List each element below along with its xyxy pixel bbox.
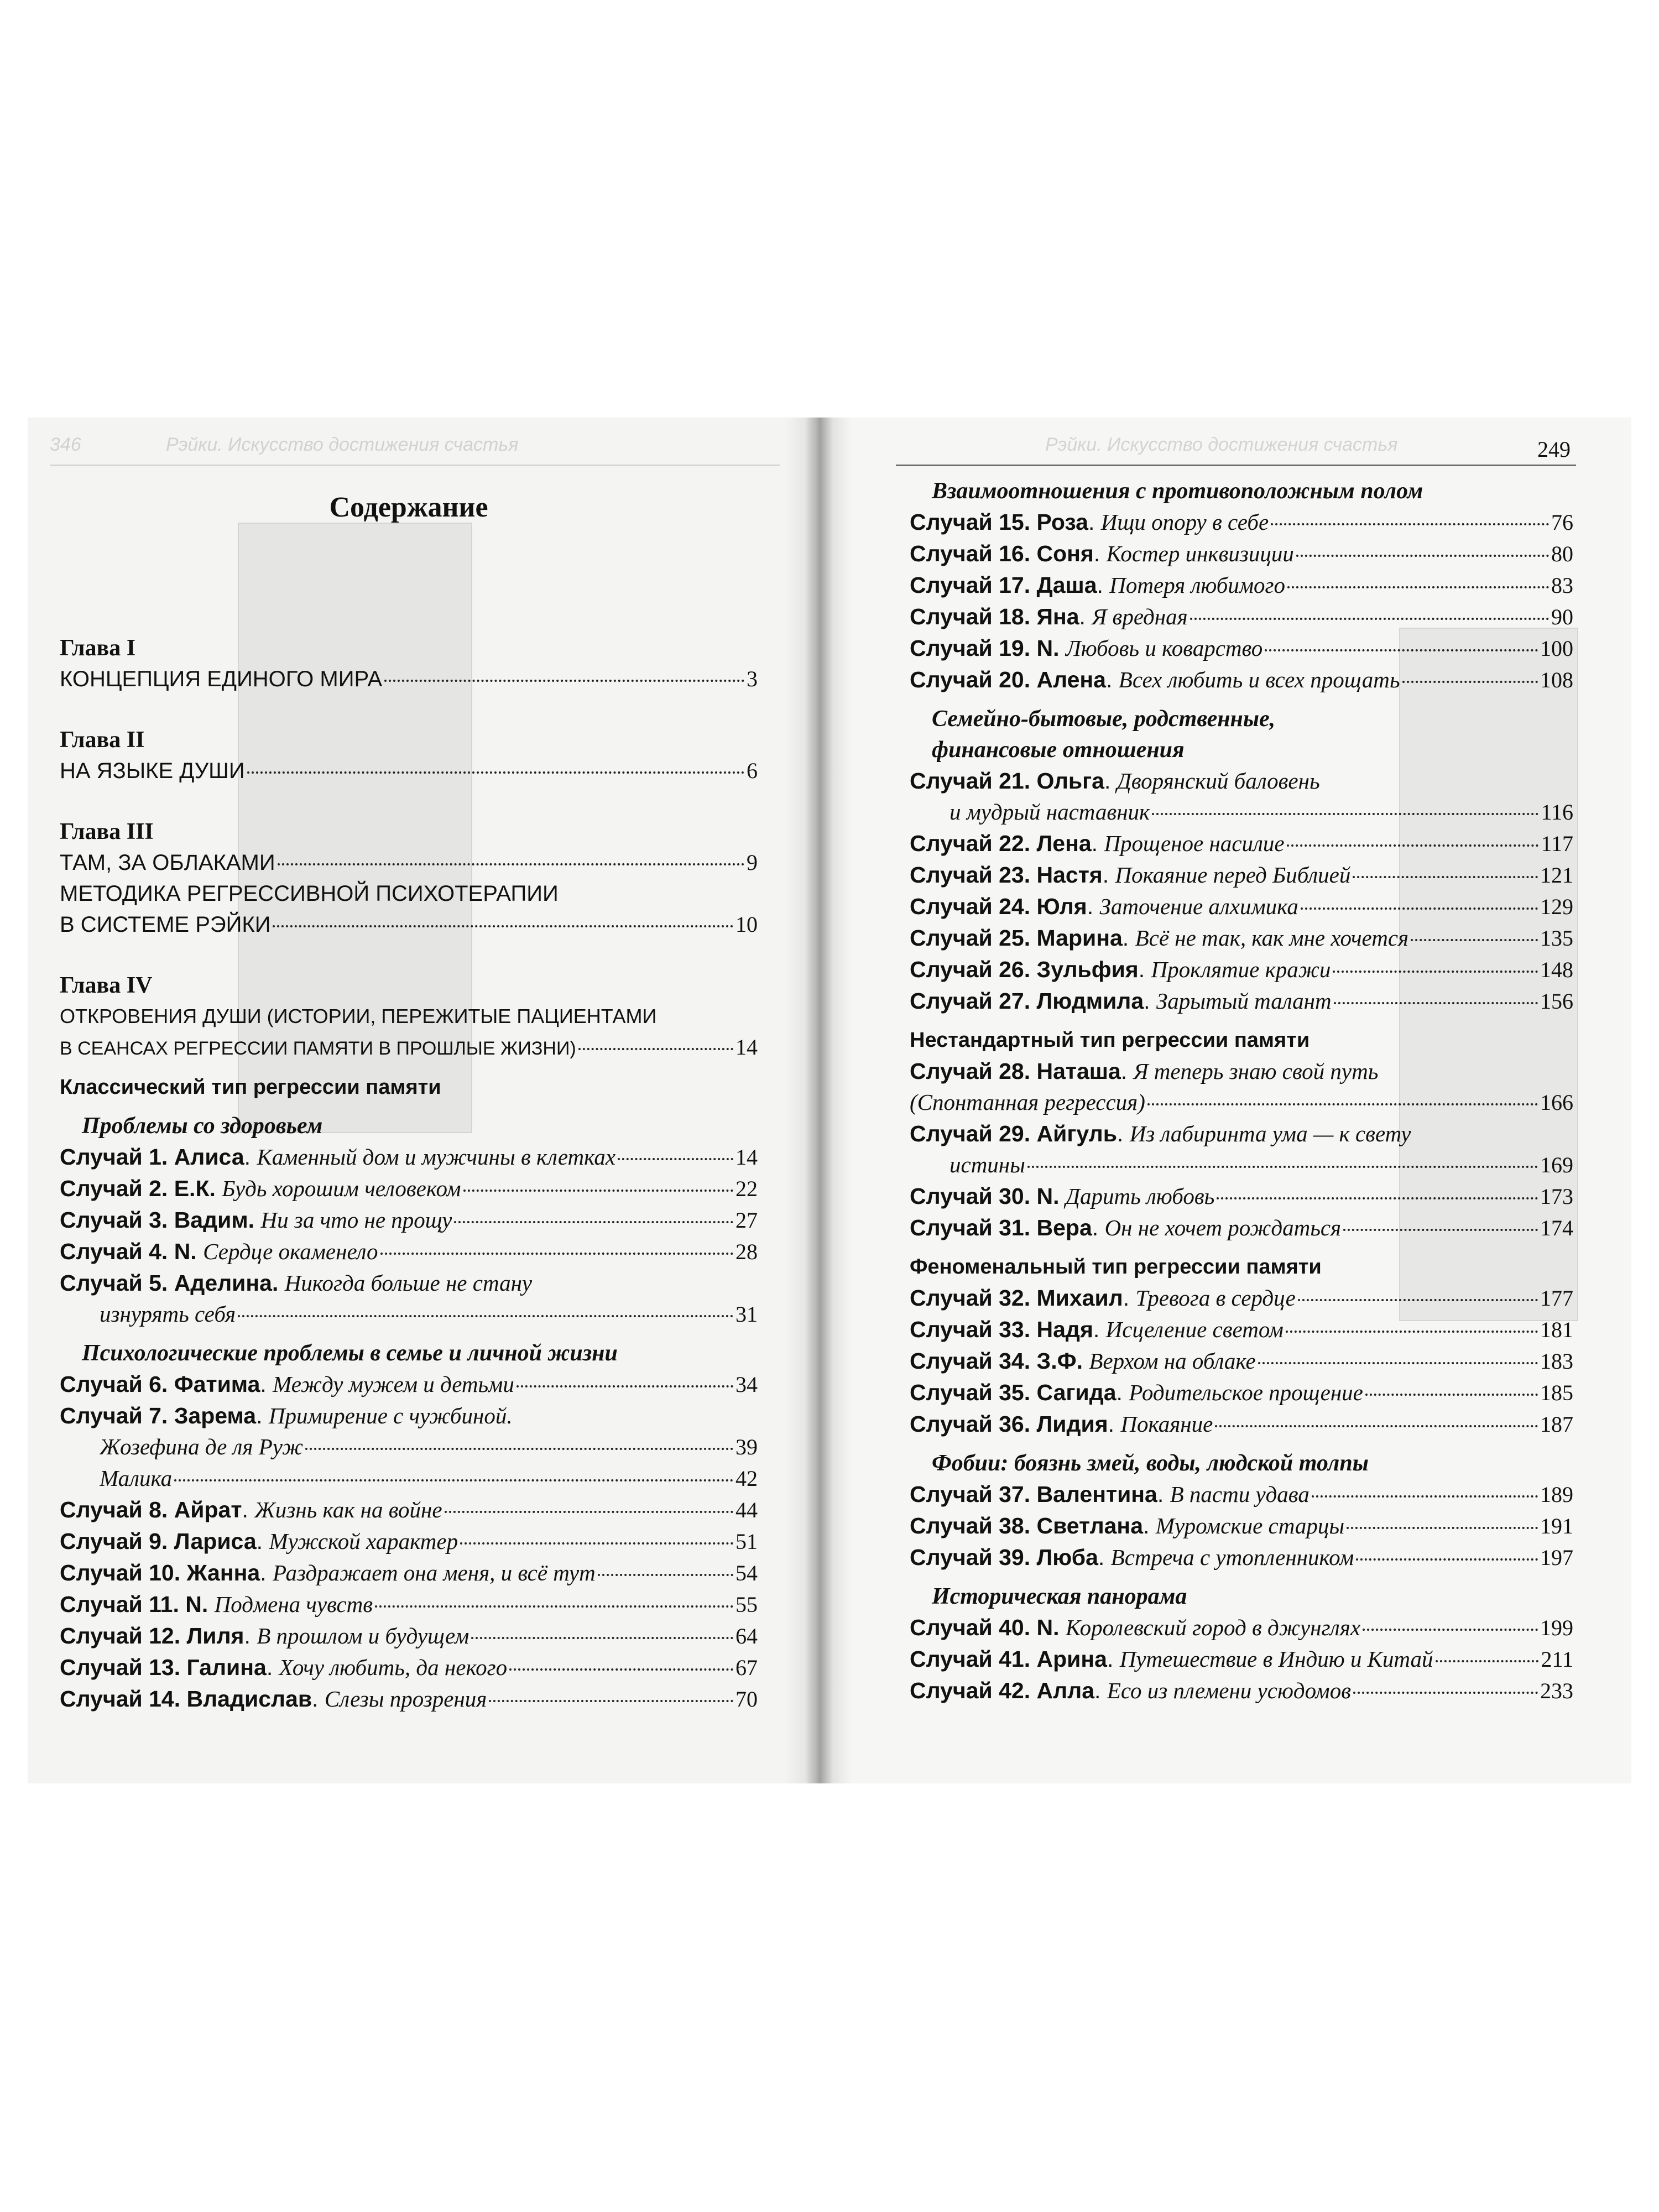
case-title: Встреча с утопленником: [1110, 1545, 1354, 1570]
leader-dots: [1347, 1527, 1538, 1529]
chapter-heading: Глава II: [60, 727, 145, 753]
page-ref: 83: [1551, 573, 1573, 598]
page-ref: 51: [735, 1529, 758, 1554]
page-ref: 90: [1551, 604, 1573, 629]
subsection-heading: Проблемы со здоровьем: [82, 1113, 323, 1139]
page-ref: 55: [735, 1592, 758, 1617]
case-sub-entry[interactable]: [60, 1431, 758, 1463]
leader-dots: [1287, 586, 1549, 588]
leader-dots: [471, 1637, 733, 1639]
case-name: Случай 8. Айрат: [60, 1497, 242, 1522]
case-title: Раздражает она меня, и всё тут: [273, 1560, 596, 1585]
toc-entry[interactable]: [60, 755, 758, 786]
case-title: Всё не так, как мне хочется: [1135, 925, 1409, 951]
case-name: Случай 29. Айгуль: [910, 1121, 1117, 1146]
case-title: Мужской характер: [269, 1528, 458, 1554]
case-name: Случай 23. Настя: [910, 862, 1103, 888]
leader-dots: [1296, 555, 1549, 557]
toc-left: [60, 492, 758, 1715]
case-name: Случай 5. Аделина.: [60, 1270, 279, 1296]
case-name: Случай 37. Валентина: [910, 1481, 1157, 1507]
case-title: Есо из племени усюдомов: [1107, 1678, 1352, 1703]
case-list-historical: [910, 1612, 1573, 1707]
section-heading: Нестандартный тип регрессии памяти: [910, 1029, 1310, 1052]
case-name: Случай 16. Соня: [910, 541, 1094, 566]
case-entry[interactable]: Случай 39. Люба. Встреча с утопленником 197: [910, 1542, 1573, 1573]
entry-title-line[interactable]: ОТКРОВЕНИЯ ДУШИ (ИСТОРИИ, ПЕРЕЖИТЫЕ ПАЦИЕНТАМИ: [60, 1005, 657, 1027]
case-title: В пасти удава: [1170, 1481, 1310, 1507]
case-entry[interactable]: Случай 18. Яна. Я вредная 90: [910, 601, 1573, 633]
case-name: Случай 18. Яна: [910, 604, 1079, 629]
case-name: Случай 31. Вера: [910, 1215, 1092, 1240]
ghost-header-rule: [50, 465, 780, 466]
case-name: Случай 20. Алена: [910, 667, 1106, 692]
case-title: Дарить любовь: [1065, 1183, 1215, 1209]
case-entry[interactable]: Случай 8. Айрат. Жизнь как на войне 44: [60, 1494, 758, 1526]
case-entry-continued[interactable]: [910, 1149, 1573, 1181]
case-list-relationships: [910, 507, 1573, 696]
page-ref: 116: [1541, 800, 1573, 825]
case-entry-continued[interactable]: [910, 796, 1573, 828]
page-ref: 191: [1540, 1514, 1573, 1538]
page-ref: 174: [1540, 1215, 1573, 1240]
page-ref: 108: [1540, 667, 1573, 692]
case-entry[interactable]: Случай 31. Вера. Он не хочет рождаться 174: [910, 1212, 1573, 1244]
case-list-nonstandard: [910, 1056, 1573, 1244]
leader-dots: [460, 1542, 733, 1545]
entry-title: В СИСТЕМЕ РЭЙКИ: [60, 912, 271, 937]
case-entry[interactable]: Случай 28. Наташа. Я теперь знаю свой путь: [910, 1058, 1379, 1084]
leader-dots: [1190, 618, 1549, 620]
page-ref: 3: [747, 666, 758, 691]
case-title: Любовь и коварство: [1065, 635, 1263, 661]
case-title: Я вредная: [1092, 604, 1188, 629]
page-ref: 14: [735, 1035, 758, 1060]
case-name: Случай 7. Зарема: [60, 1403, 257, 1428]
left-page: [28, 418, 807, 1783]
case-name: Случай 19. N.: [910, 635, 1060, 661]
page-ref: 34: [735, 1372, 758, 1397]
leader-dots: [1286, 1331, 1538, 1333]
case-title: Заточение алхимика: [1099, 894, 1298, 919]
case-entry[interactable]: Случай 15. Роза. Ищи опору в себе 76: [910, 507, 1573, 538]
page-ref: 39: [735, 1434, 758, 1459]
toc-title: Содержание: [329, 492, 488, 523]
page-ref: 44: [735, 1498, 758, 1522]
case-name: Случай 22. Лена: [910, 831, 1092, 856]
leader-dots: [1334, 1002, 1538, 1004]
case-entry[interactable]: [910, 1612, 1573, 1644]
leader-dots: [375, 1605, 733, 1608]
leader-dots: [1343, 1229, 1538, 1231]
case-entry[interactable]: Случай 29. Айгуль. Из лабиринта ума — к свету: [910, 1121, 1411, 1146]
case-entry[interactable]: Случай 9. Лариса. Мужской характер 51: [60, 1526, 758, 1557]
case-name: Случай 1. Алиса: [60, 1144, 244, 1170]
leader-dots: [445, 1511, 733, 1513]
case-title: Исцеление светом: [1105, 1317, 1284, 1342]
case-title: Зарытый талант: [1156, 988, 1332, 1014]
case-list-health: [60, 1141, 758, 1330]
leader-dots: [618, 1158, 733, 1160]
case-name: Случай 12. Лиля: [60, 1623, 244, 1648]
case-title: Жозефина де ля Руж: [100, 1434, 304, 1459]
entry-title: В СЕАНСАХ РЕГРЕССИИ ПАМЯТИ В ПРОШЛЫЕ ЖИЗНИ): [60, 1038, 576, 1059]
leader-dots: [1298, 1299, 1538, 1301]
case-entry[interactable]: Случай 41. Арина. Путешествие в Индию и Китай 211: [910, 1644, 1573, 1675]
ghost-page-number: 346: [50, 434, 81, 455]
case-name: Случай 28. Наташа: [910, 1058, 1121, 1084]
case-entry[interactable]: Случай 32. Михаил. Тревога в сердце 177: [910, 1282, 1573, 1314]
page-ref: 183: [1540, 1349, 1573, 1374]
case-name: Случай 24. Юля: [910, 894, 1087, 919]
case-title: Хочу любить, да некого: [279, 1655, 508, 1680]
page-ref: 28: [735, 1239, 758, 1264]
leader-dots: [1353, 1692, 1538, 1694]
case-entry[interactable]: Случай 13. Галина. Хочу любить, да некого 67: [60, 1652, 758, 1683]
leader-dots: [174, 1479, 733, 1481]
case-name: Случай 3. Вадим.: [60, 1207, 255, 1233]
page-ref: 9: [747, 850, 758, 875]
case-title: Малика: [100, 1465, 173, 1491]
chapter-heading: Глава III: [60, 819, 154, 844]
case-entry[interactable]: [910, 1345, 1573, 1377]
case-entry[interactable]: Случай 26. Зульфия. Проклятие кражи 148: [910, 954, 1573, 985]
case-entry[interactable]: Случай 12. Лиля. В прошлом и будущем 64: [60, 1620, 758, 1652]
leader-dots: [1265, 649, 1538, 651]
page-ref: 166: [1540, 1090, 1573, 1115]
case-title: Сердце окаменело: [203, 1239, 378, 1264]
case-entry[interactable]: Случай 10. Жанна. Раздражает она меня, и всё тут 54: [60, 1557, 758, 1589]
toc-right: [910, 476, 1573, 1707]
case-title: и мудрый наставник: [950, 799, 1150, 825]
case-title: изнурять себя: [100, 1301, 236, 1327]
leader-dots: [1363, 1629, 1538, 1631]
leader-dots: [384, 680, 744, 682]
case-name: Случай 40. N.: [910, 1615, 1060, 1640]
leader-dots: [1402, 681, 1538, 683]
case-list-household: [910, 765, 1573, 1017]
ghost-running-head: Рэйки. Искусство достижения счастья: [1045, 434, 1398, 455]
case-list-phenomenal: [910, 1282, 1573, 1440]
case-name: Случай 26. Зульфия: [910, 957, 1139, 982]
page-ref: 181: [1540, 1317, 1573, 1342]
case-title: Дворянский баловень: [1117, 768, 1320, 794]
page-number: 249: [1537, 437, 1571, 462]
leader-dots: [1152, 813, 1538, 815]
case-title: Покаяние перед Библией: [1115, 862, 1351, 888]
page-ref: 31: [735, 1302, 758, 1327]
leader-dots: [1271, 523, 1549, 525]
case-title: Всех любить и всех прощать: [1118, 667, 1400, 692]
leader-dots: [1356, 1558, 1538, 1561]
case-entry[interactable]: Случай 33. Надя. Исцеление светом 181: [910, 1314, 1573, 1345]
leader-dots: [1312, 1495, 1538, 1498]
page-ref: 129: [1540, 894, 1573, 919]
book-spread: [28, 418, 1631, 1783]
leader-dots: [1301, 907, 1538, 910]
case-name: Случай 4. N.: [60, 1239, 197, 1264]
page-ref: 156: [1540, 989, 1573, 1014]
case-entry[interactable]: Случай 6. Фатима. Между мужем и детьми 34: [60, 1369, 758, 1400]
case-entry[interactable]: Случай 17. Даша. Потеря любимого 83: [910, 570, 1573, 601]
leader-dots: [1147, 1103, 1538, 1105]
header-rule: [896, 465, 1576, 466]
leader-dots: [1333, 971, 1538, 973]
leader-dots: [273, 925, 733, 927]
case-entry[interactable]: Случай 22. Лена. Прощеное насилие 117: [910, 828, 1573, 859]
case-entry[interactable]: [60, 1236, 758, 1267]
case-title: Жизнь как на войне: [254, 1497, 442, 1522]
page-ref: 185: [1540, 1380, 1573, 1405]
page-ref: 173: [1540, 1184, 1573, 1209]
page-ref: 27: [735, 1208, 758, 1233]
case-entry[interactable]: Случай 14. Владислав. Слезы прозрения 70: [60, 1683, 758, 1715]
case-title: Проклятие кражи: [1151, 957, 1331, 982]
case-entry[interactable]: Случай 1. Алиса. Каменный дом и мужчины в клетках 14: [60, 1141, 758, 1173]
section-heading: Феноменальный тип регрессии памяти: [910, 1255, 1322, 1279]
page-ref: 64: [735, 1624, 758, 1648]
case-title: Он не хочет рождаться: [1104, 1215, 1342, 1240]
case-title: Примирение с чужбиной.: [268, 1403, 513, 1428]
case-entry[interactable]: Случай 27. Людмила. Зарытый талант 156: [910, 985, 1573, 1017]
leader-dots: [1411, 939, 1538, 941]
subsection-heading: Фобии: боязнь змей, воды, людской толпы: [932, 1451, 1369, 1476]
page-ref: 187: [1540, 1412, 1573, 1437]
case-name: Случай 27. Людмила: [910, 988, 1144, 1014]
page-ref: 80: [1551, 541, 1573, 566]
toc-entry[interactable]: [60, 909, 758, 940]
page-ref: 148: [1540, 957, 1573, 982]
leader-dots: [1217, 1197, 1538, 1199]
case-entry[interactable]: Случай 38. Светлана. Муромские старцы 191: [910, 1510, 1573, 1542]
case-title: Родительское прощение: [1129, 1380, 1363, 1405]
leader-dots: [598, 1574, 733, 1576]
leader-dots: [1353, 876, 1538, 878]
toc-entry[interactable]: [60, 664, 758, 695]
case-title: Тревога в сердце: [1135, 1285, 1296, 1311]
case-name: Случай 9. Лариса: [60, 1528, 257, 1554]
case-name: Случай 10. Жанна: [60, 1560, 260, 1585]
book-gutter: [785, 418, 852, 1783]
case-name: Случай 17. Даша: [910, 572, 1097, 598]
case-entry[interactable]: [60, 1204, 758, 1236]
page-ref: 14: [735, 1145, 758, 1170]
case-title: Ищи опору в себе: [1100, 509, 1269, 535]
case-entry[interactable]: Случай 37. Валентина. В пасти удава 189: [910, 1479, 1573, 1510]
case-title: Будь хорошим человеком: [222, 1176, 461, 1201]
page-ref: 76: [1551, 510, 1573, 535]
case-name: Случай 34. З.Ф.: [910, 1348, 1083, 1374]
case-name: Случай 33. Надя: [910, 1317, 1093, 1342]
case-title: Из лабиринта ума — к свету: [1129, 1121, 1411, 1146]
case-title: Слезы прозрения: [324, 1686, 487, 1712]
section-heading: Классический тип регрессии памяти: [60, 1076, 441, 1099]
leader-dots: [454, 1221, 733, 1223]
case-list-phobias: [910, 1479, 1573, 1573]
leader-dots: [509, 1668, 733, 1671]
case-entry[interactable]: [910, 1181, 1573, 1212]
subsection-heading: финансовые отношения: [932, 737, 1185, 763]
chapter-heading: Глава IV: [60, 973, 153, 998]
page-ref: 42: [735, 1466, 758, 1491]
case-title: Верхом на облаке: [1089, 1348, 1256, 1374]
leader-dots: [1436, 1660, 1539, 1662]
case-entry[interactable]: Случай 24. Юля. Заточение алхимика 129: [910, 891, 1573, 922]
leader-dots: [517, 1385, 733, 1387]
case-title: Муромские старцы: [1155, 1513, 1345, 1538]
leader-dots: [578, 1048, 733, 1050]
case-entry[interactable]: Случай 25. Марина. Всё не так, как мне хочется 135: [910, 922, 1573, 954]
case-name: Случай 35. Сагида: [910, 1380, 1117, 1405]
leader-dots: [278, 863, 744, 865]
page-ref: 135: [1540, 926, 1573, 951]
case-title: Прощеное насилие: [1104, 831, 1285, 856]
case-title: Ни за что не прощу: [260, 1207, 452, 1233]
page-ref: 189: [1540, 1482, 1573, 1507]
page-ref: 211: [1541, 1647, 1573, 1672]
case-entry[interactable]: [910, 633, 1573, 664]
page-ref: 177: [1540, 1286, 1573, 1311]
page-ref: 169: [1540, 1152, 1573, 1177]
subsection-heading: Историческая панорама: [932, 1584, 1187, 1609]
subsection-heading: Семейно-бытовые, родственные,: [932, 706, 1276, 732]
leader-dots: [247, 771, 744, 774]
subsection-heading: Психологические проблемы в семье и личной жизни: [82, 1340, 618, 1366]
case-entry[interactable]: Случай 21. Ольга. Дворянский баловень: [910, 768, 1320, 794]
case-title: Покаяние: [1120, 1411, 1213, 1437]
case-entry[interactable]: Случай 42. Алла. Есо из племени усюдомов 233: [910, 1675, 1573, 1707]
toc-entry[interactable]: [60, 1032, 758, 1064]
case-title: Потеря любимого: [1109, 572, 1286, 598]
case-name: Случай 38. Светлана: [910, 1513, 1143, 1538]
case-name: Случай 32. Михаил: [910, 1285, 1123, 1311]
case-entry[interactable]: Случай 36. Лидия. Покаяние 187: [910, 1408, 1573, 1440]
case-name: Случай 13. Галина: [60, 1655, 267, 1680]
case-title: В прошлом и будущем: [257, 1623, 469, 1648]
entry-title-line[interactable]: МЕТОДИКА РЕГРЕССИВНОЙ ПСИХОТЕРАПИИ: [60, 881, 559, 906]
case-title: Королевский город в джунглях: [1065, 1615, 1361, 1640]
case-entry[interactable]: [60, 1589, 758, 1620]
leader-dots: [489, 1700, 733, 1702]
leader-dots: [1365, 1394, 1538, 1396]
leader-dots: [463, 1190, 733, 1192]
page-ref: 233: [1540, 1678, 1573, 1703]
leader-dots: [1215, 1425, 1538, 1427]
case-name: Случай 42. Алла: [910, 1678, 1095, 1703]
chapter-heading: Глава I: [60, 635, 136, 661]
leader-dots: [1287, 844, 1539, 847]
case-entry[interactable]: Случай 35. Сагида. Родительское прощение 185: [910, 1377, 1573, 1408]
case-name: Случай 30. N.: [910, 1183, 1060, 1209]
ghost-running-head: Рэйки. Искусство достижения счастья: [166, 434, 519, 455]
page-ref: 10: [735, 912, 758, 937]
case-title: истины: [950, 1152, 1025, 1177]
case-name: Случай 25. Марина: [910, 925, 1123, 951]
case-name: Случай 39. Люба: [910, 1545, 1098, 1570]
case-title: Я теперь знаю свой путь: [1133, 1058, 1379, 1084]
page-ref: 67: [735, 1655, 758, 1680]
case-entry[interactable]: [60, 1267, 758, 1298]
leader-dots: [1027, 1166, 1538, 1168]
subsection-heading: Взаимоотношения с противоположным полом: [932, 478, 1423, 504]
case-name: Случай 21. Ольга: [910, 768, 1104, 794]
case-title: Никогда больше не стану: [284, 1270, 533, 1296]
entry-title: ТАМ, ЗА ОБЛАКАМИ: [60, 851, 275, 875]
toc-entry[interactable]: [60, 847, 758, 878]
page-ref: 197: [1540, 1545, 1573, 1570]
case-sub-entry[interactable]: [60, 1463, 758, 1494]
case-name: Случай 41. Арина: [910, 1646, 1107, 1672]
case-title: (Спонтанная регрессия): [910, 1089, 1145, 1115]
case-name: Случай 2. Е.К.: [60, 1176, 216, 1201]
case-name: Случай 36. Лидия: [910, 1411, 1108, 1437]
leader-dots: [380, 1253, 733, 1255]
leader-dots: [238, 1315, 733, 1317]
case-title: Каменный дом и мужчины в клетках: [257, 1144, 616, 1170]
case-title: Путешествие в Индию и Китай: [1119, 1646, 1433, 1672]
case-title: Подмена чувств: [214, 1592, 373, 1617]
case-list-family: [60, 1369, 758, 1715]
case-entry[interactable]: Случай 23. Настя. Покаяние перед Библией 121: [910, 859, 1573, 891]
case-name: Случай 15. Роза: [910, 509, 1088, 535]
entry-title: КОНЦЕПЦИЯ ЕДИНОГО МИРА: [60, 667, 383, 691]
case-name: Случай 6. Фатима: [60, 1371, 260, 1397]
case-entry[interactable]: Случай 20. Алена. Всех любить и всех прощать 108: [910, 664, 1573, 696]
page-ref: 121: [1540, 863, 1573, 888]
right-page: [813, 418, 1631, 1783]
case-entry-continued[interactable]: [910, 1087, 1573, 1118]
case-entry[interactable]: [60, 1173, 758, 1204]
case-entry[interactable]: Случай 16. Соня. Костер инквизиции 80: [910, 538, 1573, 570]
case-entry-continued[interactable]: [60, 1298, 758, 1330]
entry-title: НА ЯЗЫКЕ ДУШИ: [60, 759, 245, 783]
page-ref: 6: [747, 758, 758, 783]
case-entry[interactable]: Случай 7. Зарема. Примирение с чужбиной.: [60, 1403, 513, 1428]
case-name: Случай 14. Владислав: [60, 1686, 312, 1712]
page-ref: 100: [1540, 636, 1573, 661]
case-title: Между мужем и детьми: [273, 1371, 514, 1397]
leader-dots: [305, 1448, 733, 1450]
page-ref: 199: [1540, 1615, 1573, 1640]
case-title: Костер инквизиции: [1106, 541, 1294, 566]
page-ref: 54: [735, 1561, 758, 1585]
page-ref: 70: [735, 1687, 758, 1712]
leader-dots: [1258, 1362, 1538, 1364]
page-ref: 22: [735, 1176, 758, 1201]
case-name: Случай 11. N.: [60, 1592, 208, 1617]
page-ref: 117: [1541, 831, 1573, 856]
